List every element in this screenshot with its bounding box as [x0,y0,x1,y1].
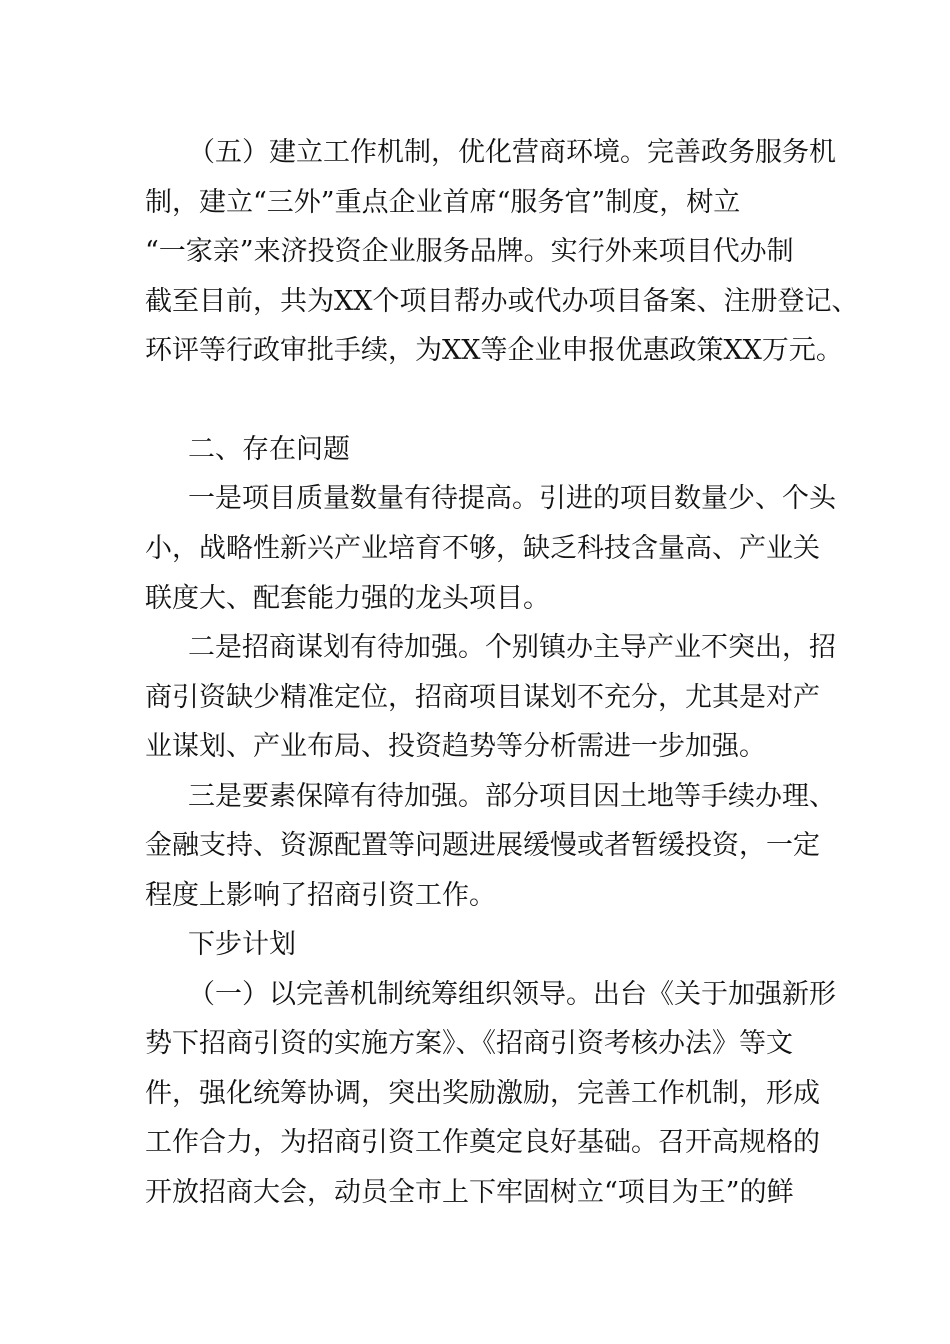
text-line-13: 三是要素保障有待加强。部分项目因土地等手续办理、 [188,781,836,812]
subsection-heading: 下步计划 [188,929,296,960]
text-line-17: （一）以完善机制统筹组织领导。出台《关于加强新形 [188,979,836,1010]
text-line-20: 工作合力，为招商引资工作奠定良好基础。召开高规格的 [145,1127,820,1158]
text-line-12: 业谋划、产业布局、投资趋势等分析需进一步加强。 [145,731,766,762]
text-line-18: 势下招商引资的实施方案》、《招商引资考核办法》等文 [145,1028,793,1059]
text-line-19: 件，强化统筹协调，突出奖励激励，完善工作机制，形成 [145,1078,820,1109]
text-line-9: 联度大、配套能力强的龙头项目。 [145,583,550,614]
text-line-3: “一家亲”来济投资企业服务品牌。实行外来项目代办制 [145,236,794,267]
text-line-2: 制，建立“三外”重点企业首席“服务官”制度，树立 [145,187,741,218]
text-line-11: 商引资缺少精准定位，招商项目谋划不充分，尤其是对产 [145,682,820,713]
text-line-15: 程度上影响了招商引资工作。 [145,880,496,911]
text-line-21: 开放招商大会，动员全市上下牢固树立“项目为王”的鲜 [145,1177,794,1208]
text-line-7: 一是项目质量数量有待提高。引进的项目数量少、个头 [188,483,836,514]
text-line-10: 二是招商谋划有待加强。个别镇办主导产业不突出，招 [188,632,836,663]
text-line-4: 截至目前，共为XX个项目帮办或代办项目备案、注册登记、 [145,286,859,317]
text-line-1: （五）建立工作机制，优化营商环境。完善政务服务机 [188,137,836,168]
section-heading: 二、存在问题 [188,434,350,465]
text-line-8: 小，战略性新兴产业培育不够，缺乏科技含量高、产业关 [145,533,820,564]
text-line-14: 金融支持、资源配置等问题进展缓慢或者暂缓投资，一定 [145,830,820,861]
text-line-5: 环评等行政审批手续，为XX等企业申报优惠政策XX万元。 [145,335,843,366]
